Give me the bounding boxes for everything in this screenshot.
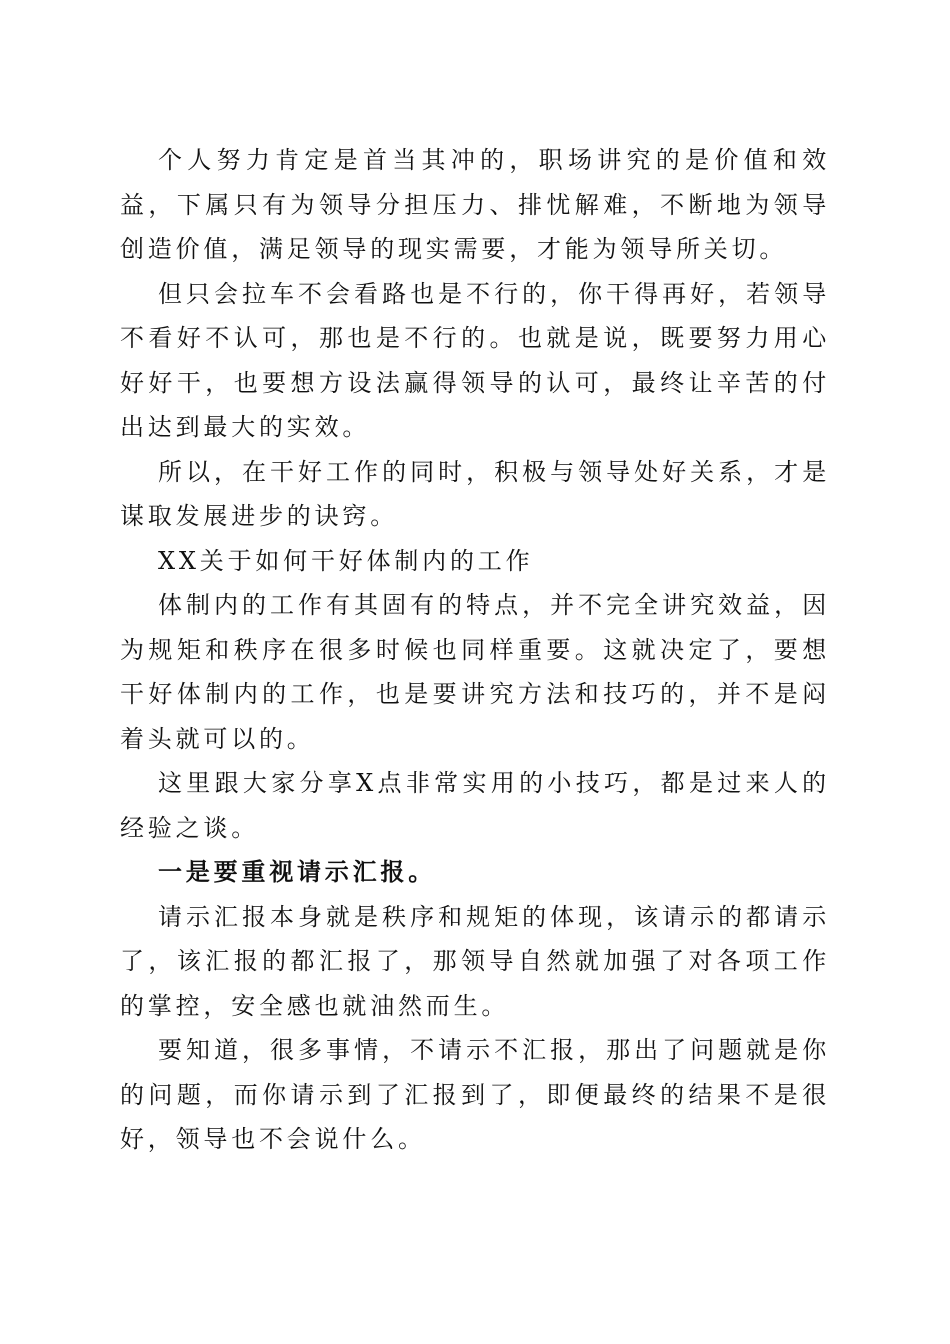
section-heading: XX关于如何干好体制内的工作 bbox=[158, 546, 534, 575]
paragraph-1: 个人努力肯定是首当其冲的，职场讲究的是价值和效益，下属只有为领导分担压力、排忧解难，不断地为领导创造价值，满足领导的现实需要，才能为领导所关切。 bbox=[120, 146, 830, 263]
document-body bbox=[120, 138, 830, 1162]
paragraph-3: 所以，在干好工作的同时，积极与领导处好关系，才是谋取发展进步的诀窍。 bbox=[120, 457, 830, 530]
point-one-heading: 一是要重视请示汇报。 bbox=[158, 857, 436, 886]
paragraph-4: 体制内的工作有其固有的特点，并不完全讲究效益，因为规矩和秩序在很多时候也同样重要。这就决定了，要想干好体制内的工作，也是要讲究方法和技巧的，并不是闷着头就可以的。 bbox=[120, 591, 830, 753]
paragraph-7: 要知道，很多事情，不请示不汇报，那出了问题就是你的问题，而你请示到了汇报到了，即便最终的结果不是很好，领导也不会说什么。 bbox=[120, 1036, 830, 1153]
paragraph-5: 这里跟大家分享X点非常实用的小技巧，都是过来人的经验之谈。 bbox=[120, 769, 830, 842]
paragraph-2: 但只会拉车不会看路也是不行的，你干得再好，若领导不看好不认可，那也是不行的。也就是说，既要努力用心好好干，也要想方设法赢得领导的认可，最终让辛苦的付出达到最大的实效。 bbox=[120, 279, 830, 441]
paragraph-6: 请示汇报本身就是秩序和规矩的体现，该请示的都请示了，该汇报的都汇报了，那领导自然就加强了对各项工作的掌控，安全感也就油然而生。 bbox=[120, 902, 830, 1020]
